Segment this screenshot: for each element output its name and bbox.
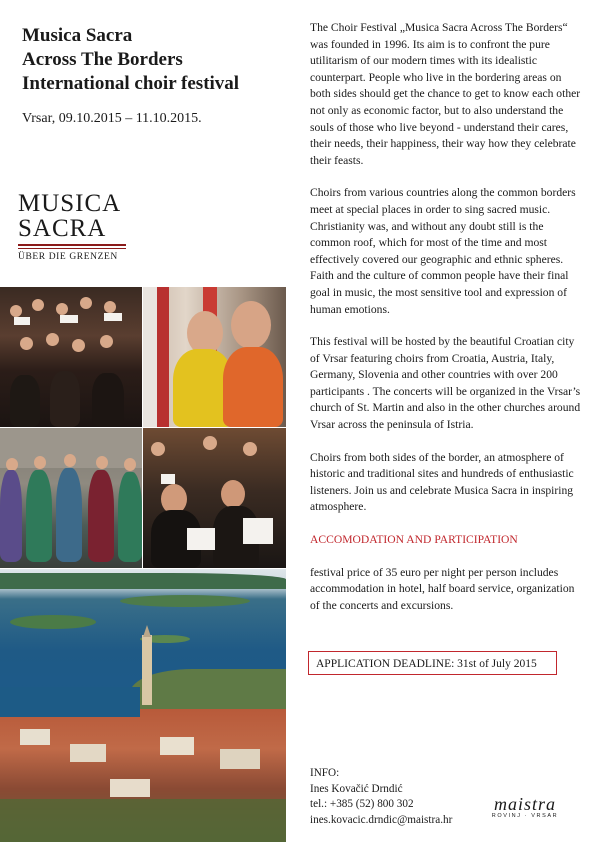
- contact-name: Ines Kovačić Drndić: [310, 782, 403, 795]
- choir-photo-2: [143, 428, 286, 568]
- festival-description: [310, 20, 582, 630]
- paragraph-invitation: Choirs from both sides of the border, an atmosphere of historic and traditional sites and hundreds of enthusiastic listeners. Join us and celebrate Musica Sacra in inspiring atmosphere.: [310, 450, 574, 514]
- paragraph-venue: This festival will be hosted by the beautiful Croatian city of Vrsar featuring choirs from Croatia, Austria, Italy, Germany, Slovenia and other countries with over 200 participants . The concerts will be organized in the Vrsar’s church of St. Martin and also in the other churches around Vrsar across the peninsula of Istria.: [310, 335, 581, 432]
- choir-photo-1: [0, 287, 142, 427]
- logo-tagline: ÜBER DIE GRENZEN: [18, 252, 118, 262]
- festival-title: [22, 24, 292, 96]
- logo-rule-thin: [18, 248, 126, 249]
- title-line-1: Musica Sacra: [22, 25, 133, 46]
- contact-info: [310, 766, 452, 828]
- festival-dates: Vrsar, 09.10.2015 – 11.10.2015.: [22, 111, 202, 126]
- accommodation-heading: ACCOMODATION AND PARTICIPATION: [310, 533, 518, 547]
- logo-rule: [18, 244, 126, 246]
- women-choir-photo: [0, 428, 142, 568]
- paragraph-history: The Choir Festival „Musica Sacra Across The Borders“ was founded in 1996. Its aim is to confront the pure utilitarism of our modern times with its idealistic counterpart. People who live in the bordering areas on both sides should get the chance to get to know each other not only as economic factor, but to also understand the souls of those who live beyond - understand their cares, their needs, their happiness, their way how they celebrate their feasts.: [310, 21, 581, 167]
- maistra-tagline: ROVINJ · VRSAR: [491, 813, 559, 819]
- contact-email[interactable]: ines.kovacic.drndic@maistra.hr: [310, 813, 453, 826]
- title-line-3: International choir festival: [22, 73, 240, 94]
- info-label: INFO:: [310, 767, 340, 779]
- maistra-logo: [488, 795, 562, 819]
- logo-line-1: MUSICA: [18, 190, 122, 217]
- logo-line-2: SACRA: [18, 215, 107, 242]
- application-deadline-box: APPLICATION DEADLINE: 31st of July 2015: [308, 651, 557, 675]
- contact-phone: tel.: +385 (52) 800 302: [310, 798, 414, 810]
- maistra-wordmark: maistra: [493, 794, 556, 814]
- paragraph-choirs: Choirs from various countries along the common borders meet at special places in order to sing sacred music. Christianity was, and without any doubt still is the common roof, which for most of the time and most effectively covered our geographic and ethnic spheres. Faith and the culture of common people have their final goal in music, the most sensitive tool and expression of human emotions.: [310, 186, 576, 316]
- title-line-2: Across The Borders: [22, 49, 183, 70]
- vrsar-coast-photo: [0, 569, 286, 842]
- musica-sacra-logo: [18, 191, 126, 262]
- boys-singing-photo: [143, 287, 286, 427]
- accommodation-text: festival price of 35 euro per night per person includes accommodation in hotel, half board service, organization of the concerts and excursions.: [310, 565, 575, 612]
